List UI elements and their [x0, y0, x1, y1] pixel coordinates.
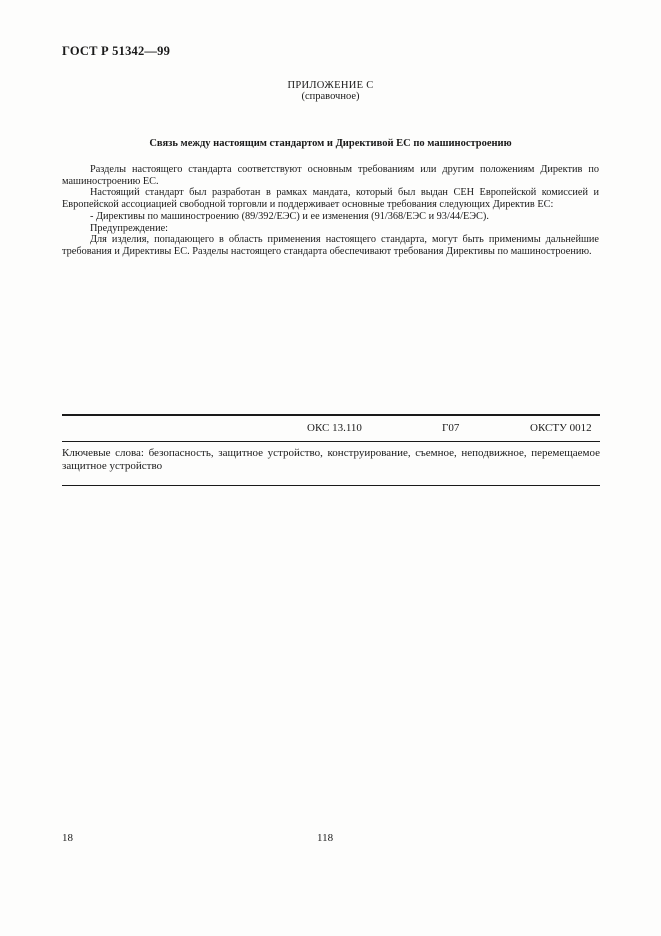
- page-number-center: 118: [317, 832, 334, 844]
- appendix-title: ПРИЛОЖЕНИЕ С: [287, 80, 374, 91]
- oks-code: ОКС 13.110: [307, 422, 362, 434]
- paragraph: - Директивы по машиностроению (89/392/ЕЭС) и ее изменения (91/368/ЕЭС и 93/44/ЕЭС).: [90, 210, 489, 222]
- paragraph: Предупреждение:: [90, 222, 169, 234]
- divider: [62, 485, 600, 486]
- divider-thick: [62, 414, 600, 416]
- appendix-subtitle: (справочное): [301, 91, 360, 102]
- divider: [62, 441, 600, 442]
- document-code: ГОСТ Р 51342—99: [62, 44, 171, 58]
- paragraph: Настоящий стандарт был разработан в рамках мандата, который был выдан СЕН Европейской комиссией и Европейской ассоциацией свободной торговли и поддерживает основные требования следующих Директив ЕС:: [62, 187, 599, 211]
- section-heading: Связь между настоящим стандартом и Директивой ЕС по машиностроению: [149, 138, 512, 149]
- keywords: Ключевые слова: безопасность, защитное устройство, конструирование, съемное, неподвижное, перемещаемое защитное устройство: [62, 447, 600, 472]
- page-number-left: 18: [62, 832, 73, 844]
- okstu-code: ОКСТУ 0012: [530, 422, 592, 434]
- group-code: Г07: [442, 422, 460, 434]
- body-text: [62, 164, 599, 258]
- paragraph: Разделы настоящего стандарта соответствуют основным требованиям или другим положениям Директив по машиностроению ЕС.: [62, 164, 599, 187]
- paragraph: Для изделия, попадающего в область применения настоящего стандарта, могут быть применимы дальнейшие требования и Директивы ЕС. Разделы настоящего стандарта обеспечивают требования Директивы по машиностроению.: [62, 234, 599, 257]
